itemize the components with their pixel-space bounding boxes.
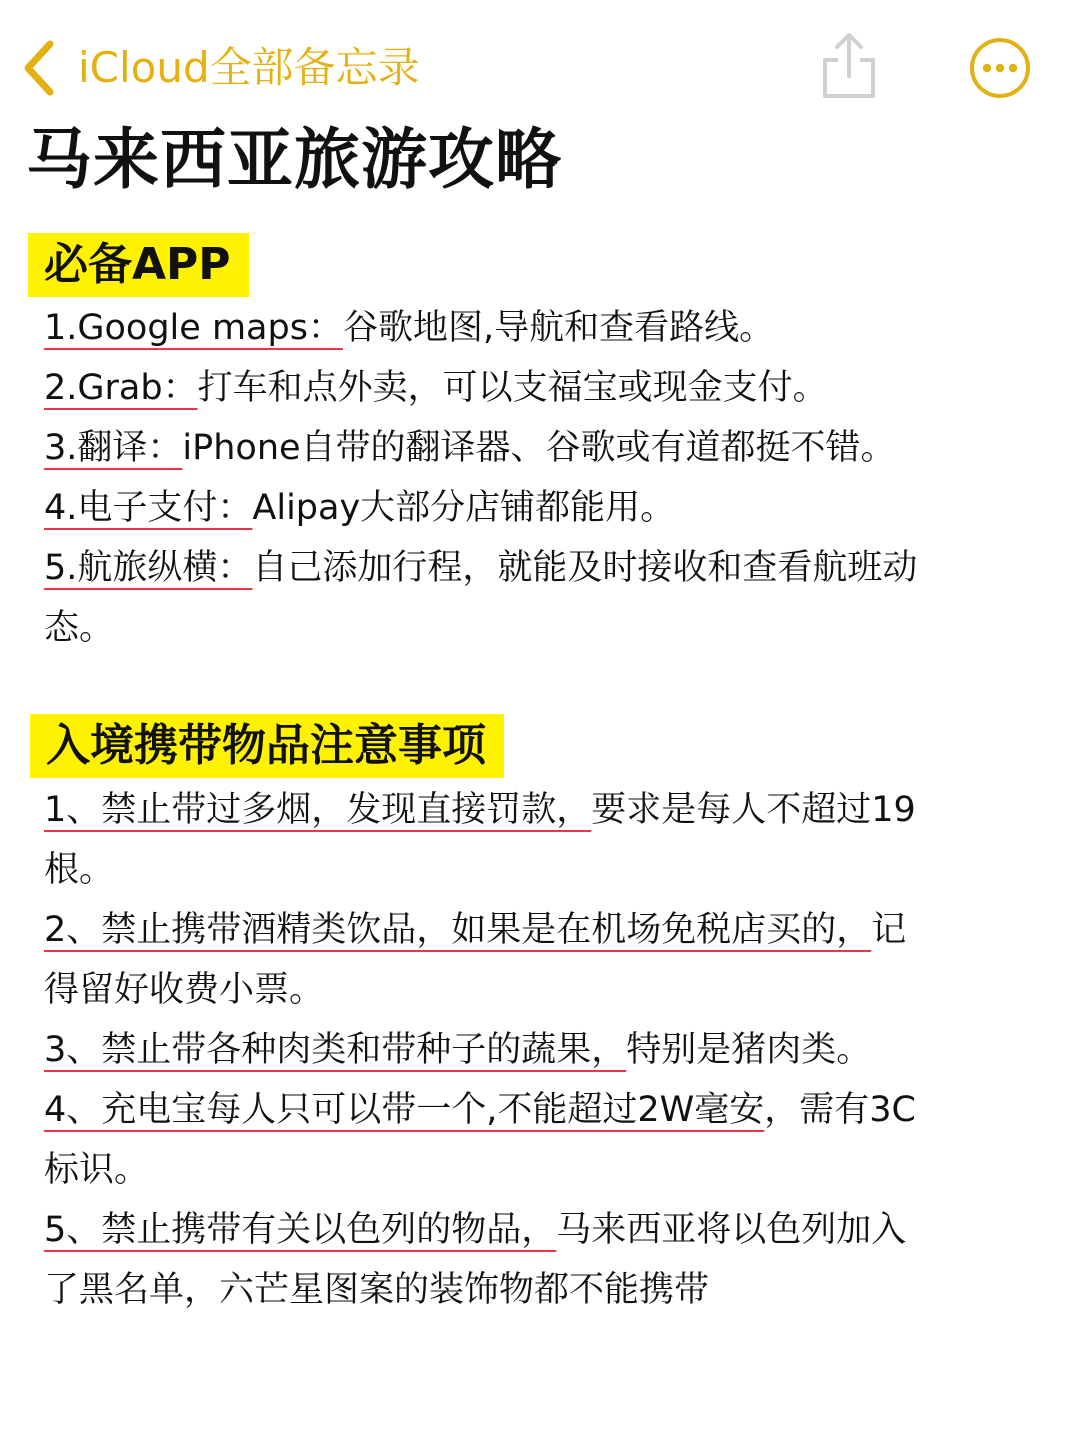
list-item xyxy=(44,1080,1034,1140)
apps-list xyxy=(44,298,1034,658)
item-text: 特别是猪肉类。 xyxy=(626,1030,872,1070)
list-item-continuation xyxy=(44,598,1034,658)
list-item-continuation xyxy=(44,1260,1034,1320)
share-icon xyxy=(818,87,880,106)
list-item xyxy=(44,1200,1034,1260)
item-text: 了黑名单，六芒星图案的装饰物都不能携带 xyxy=(44,1270,710,1310)
back-button[interactable] xyxy=(20,36,420,100)
list-item xyxy=(44,1020,1034,1080)
item-highlight: 4、充电宝每人只可以带一个,不能超过2W毫安 xyxy=(44,1090,765,1130)
more-icon xyxy=(968,85,1032,104)
item-highlight: 1.Google maps： xyxy=(44,308,343,348)
more-button[interactable] xyxy=(968,36,1032,100)
item-highlight: 4.电子支付： xyxy=(44,488,253,528)
item-text: 打车和点外卖，可以支福宝或现金支付。 xyxy=(197,368,828,408)
list-item xyxy=(44,418,1034,478)
item-text: 马来西亚将以色列加入 xyxy=(556,1210,907,1250)
list-item-continuation xyxy=(44,1140,1034,1200)
note-title: 马来西亚旅游攻略 xyxy=(26,121,562,198)
item-text: 自己添加行程，就能及时接收和查看航班动 xyxy=(252,548,918,588)
list-item xyxy=(44,298,1034,358)
list-item xyxy=(44,358,1034,418)
list-item xyxy=(44,538,1034,598)
item-text: 标识。 xyxy=(44,1150,150,1190)
item-text: 根。 xyxy=(44,850,115,890)
list-item xyxy=(44,900,1034,960)
list-item xyxy=(44,780,1034,840)
back-label: iCloud全部备忘录 xyxy=(78,43,420,92)
list-item-continuation xyxy=(44,960,1034,1020)
item-highlight: 2.Grab： xyxy=(44,368,198,408)
customs-list xyxy=(44,780,1034,1320)
nav-bar xyxy=(0,0,1080,120)
item-highlight: 3.翻译： xyxy=(44,428,183,468)
item-highlight: 3、禁止带各种肉类和带种子的蔬果， xyxy=(44,1030,627,1070)
item-text: ，需有3C xyxy=(764,1090,916,1130)
section-heading-customs: 入境携带物品注意事项 xyxy=(30,714,504,778)
item-highlight: 1、禁止带过多烟，发现直接罚款， xyxy=(44,790,592,830)
item-text: 谷歌地图,导航和查看路线。 xyxy=(342,308,775,348)
item-text: 要求是每人不超过19 xyxy=(591,790,916,830)
item-highlight: 5.航旅纵横： xyxy=(44,548,253,588)
item-highlight: 2、禁止携带酒精类饮品，如果是在机场免税店买的， xyxy=(44,910,872,950)
share-button[interactable] xyxy=(818,30,880,102)
item-highlight: 5、禁止携带有关以色列的物品， xyxy=(44,1210,557,1250)
item-text: 得留好收费小票。 xyxy=(44,970,325,1010)
item-text: iPhone自带的翻译器、谷歌或有道都挺不错。 xyxy=(182,428,896,468)
section-heading-apps: 必备APP xyxy=(28,233,249,297)
list-item xyxy=(44,478,1034,538)
item-text: Alipay大部分店铺都能用。 xyxy=(252,488,676,528)
item-text: 态。 xyxy=(44,608,115,648)
item-text: 记 xyxy=(871,910,907,950)
list-item-continuation xyxy=(44,840,1034,900)
chevron-left-icon xyxy=(20,38,56,98)
